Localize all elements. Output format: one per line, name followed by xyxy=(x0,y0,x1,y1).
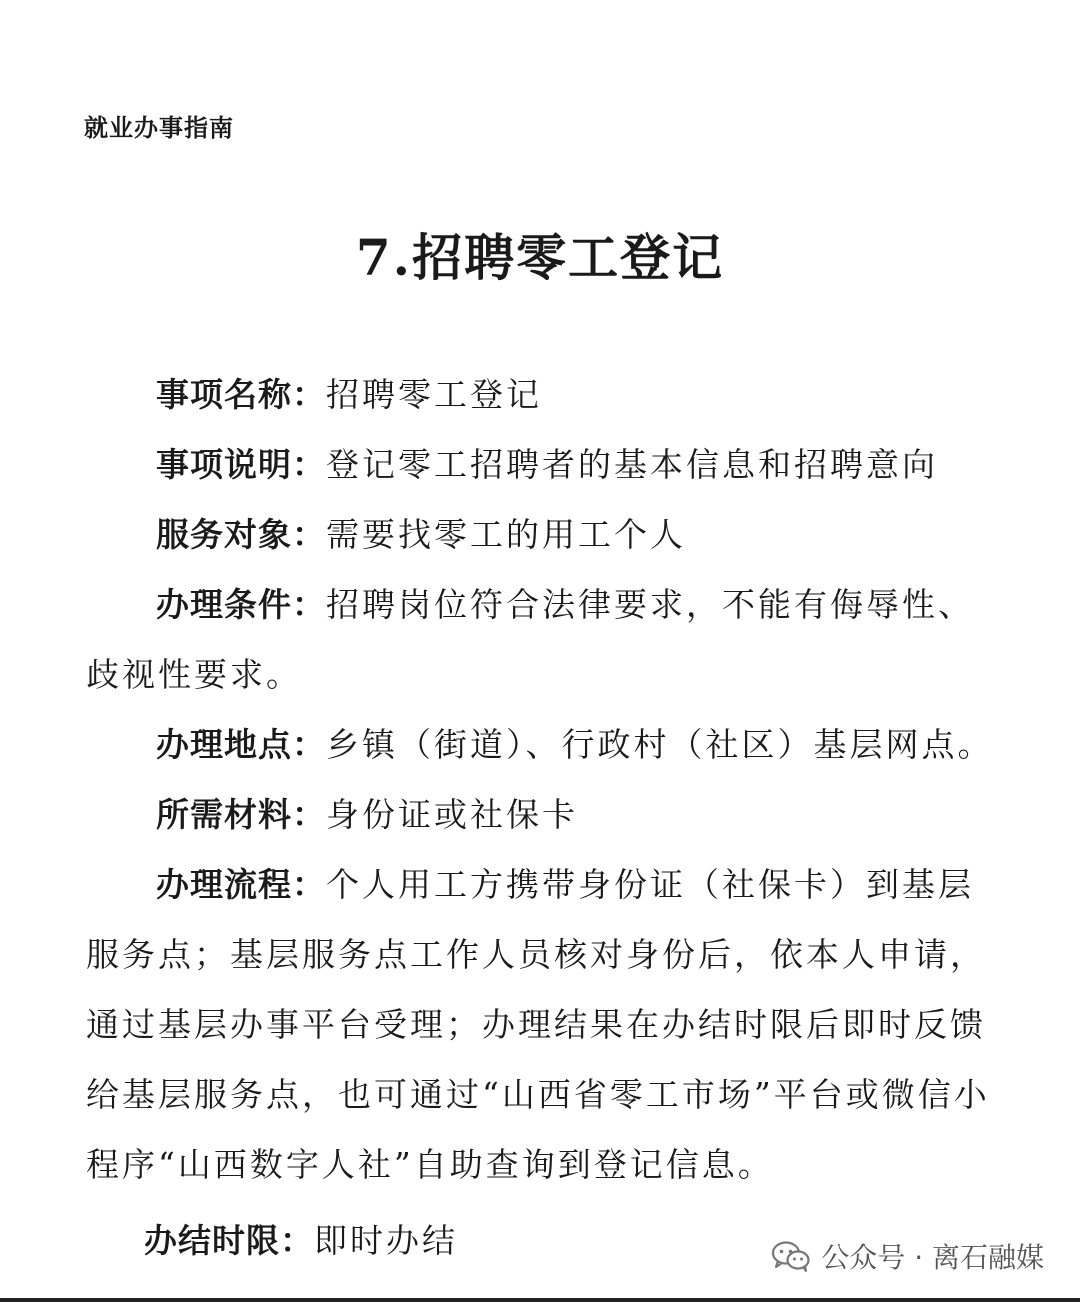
item-value: 个人用工方携带身份证（社保卡）到基层服务点；基层服务点工作人员核对身份后，依本人申请，通过基层办事平台受理；办理结果在办结时限后即时反馈给基层服务点，也可通过“山西省零工市场”平台或微信小程序“山西数字人社”自助查询到登记信息。 xyxy=(86,865,990,1184)
wechat-icon xyxy=(771,1240,811,1272)
page-title: 7.招聘零工登记 xyxy=(355,228,725,287)
item-materials xyxy=(86,780,1006,850)
item-label: 办理地点： xyxy=(156,725,326,764)
watermark-text: 公众号 · 离石融媒 xyxy=(821,1241,1044,1274)
item-value: 乡镇（街道）、行政村（社区）基层网点。 xyxy=(326,725,994,764)
item-label: 办结时限： xyxy=(144,1221,314,1260)
item-label: 事项说明： xyxy=(156,445,326,484)
item-process xyxy=(86,850,1006,1200)
item-description xyxy=(86,430,1006,500)
item-label: 办理条件： xyxy=(156,585,326,624)
item-label: 事项名称： xyxy=(156,375,326,414)
item-value: 登记零工招聘者的基本信息和招聘意向 xyxy=(326,445,938,484)
bottom-border xyxy=(0,1298,1080,1302)
item-value: 即时办结 xyxy=(314,1221,458,1260)
document-body xyxy=(86,360,1006,1276)
section-header: 就业办事指南 xyxy=(84,114,234,142)
item-label: 服务对象： xyxy=(156,515,326,554)
item-label: 所需材料： xyxy=(156,795,326,834)
item-name xyxy=(86,360,1006,430)
item-location xyxy=(86,710,1006,780)
watermark xyxy=(771,1236,1044,1276)
item-label: 办理流程： xyxy=(156,865,326,904)
item-value: 招聘岗位符合法律要求，不能有侮辱性、歧视性要求。 xyxy=(86,585,974,694)
item-conditions xyxy=(86,570,1006,710)
item-value: 招聘零工登记 xyxy=(326,375,542,414)
item-service-target xyxy=(86,500,1006,570)
item-value: 身份证或社保卡 xyxy=(326,795,578,834)
item-value: 需要找零工的用工个人 xyxy=(326,515,686,554)
